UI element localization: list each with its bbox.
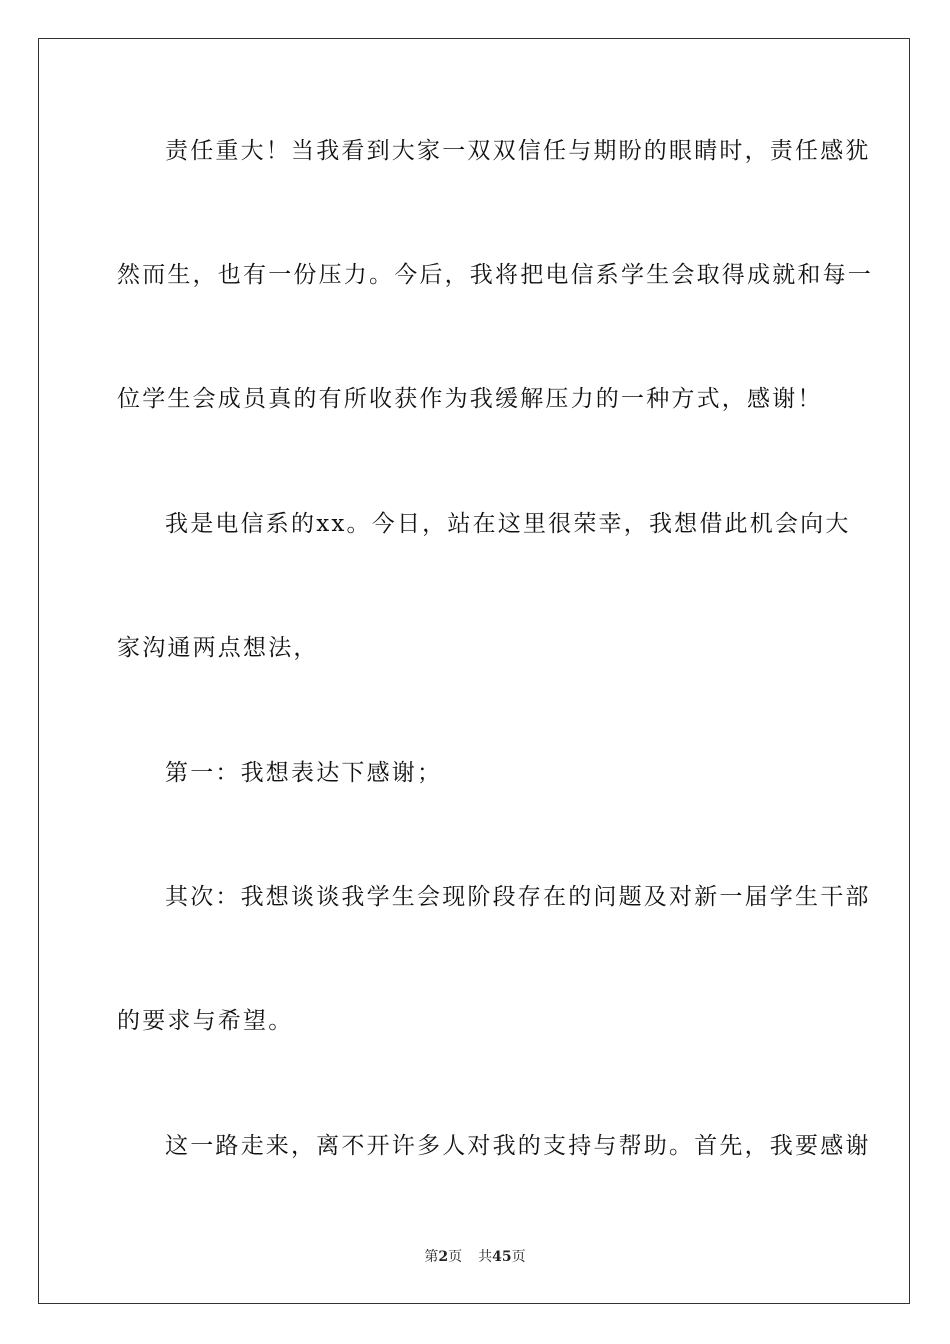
total-suffix: 页 — [511, 1249, 526, 1265]
page-number: 2 — [438, 1249, 449, 1265]
text-line-2: 然而生，也有一份压力。今后，我将把电信系学生会取得成就和每一 — [117, 262, 873, 288]
text-line-9: 这一路走来，离不开许多人对我的支持与帮助。首先，我要感谢 — [165, 1133, 871, 1159]
page-suffix: 页 — [448, 1249, 463, 1265]
text-line-5: 家沟通两点想法， — [117, 635, 319, 661]
text-line-8: 的要求与希望。 — [117, 1008, 294, 1034]
page-border — [38, 38, 910, 1304]
text-line-7: 其次：我想谈谈我学生会现阶段存在的问题及对新一届学生干部 — [165, 884, 871, 910]
page-prefix: 第 — [424, 1249, 439, 1265]
total-pages: 45 — [492, 1249, 512, 1265]
text-line-6: 第一：我想表达下感谢； — [165, 760, 443, 786]
text-line-1: 责任重大！当我看到大家一双双信任与期盼的眼睛时，责任感犹 — [165, 138, 871, 164]
page-footer — [0, 1246, 950, 1266]
total-prefix: 共 — [478, 1249, 493, 1265]
text-line-3: 位学生会成员真的有所收获作为我缓解压力的一种方式，感谢！ — [117, 386, 823, 412]
text-line-4: 我是电信系的xx。今日，站在这里很荣幸，我想借此机会向大 — [165, 511, 851, 537]
